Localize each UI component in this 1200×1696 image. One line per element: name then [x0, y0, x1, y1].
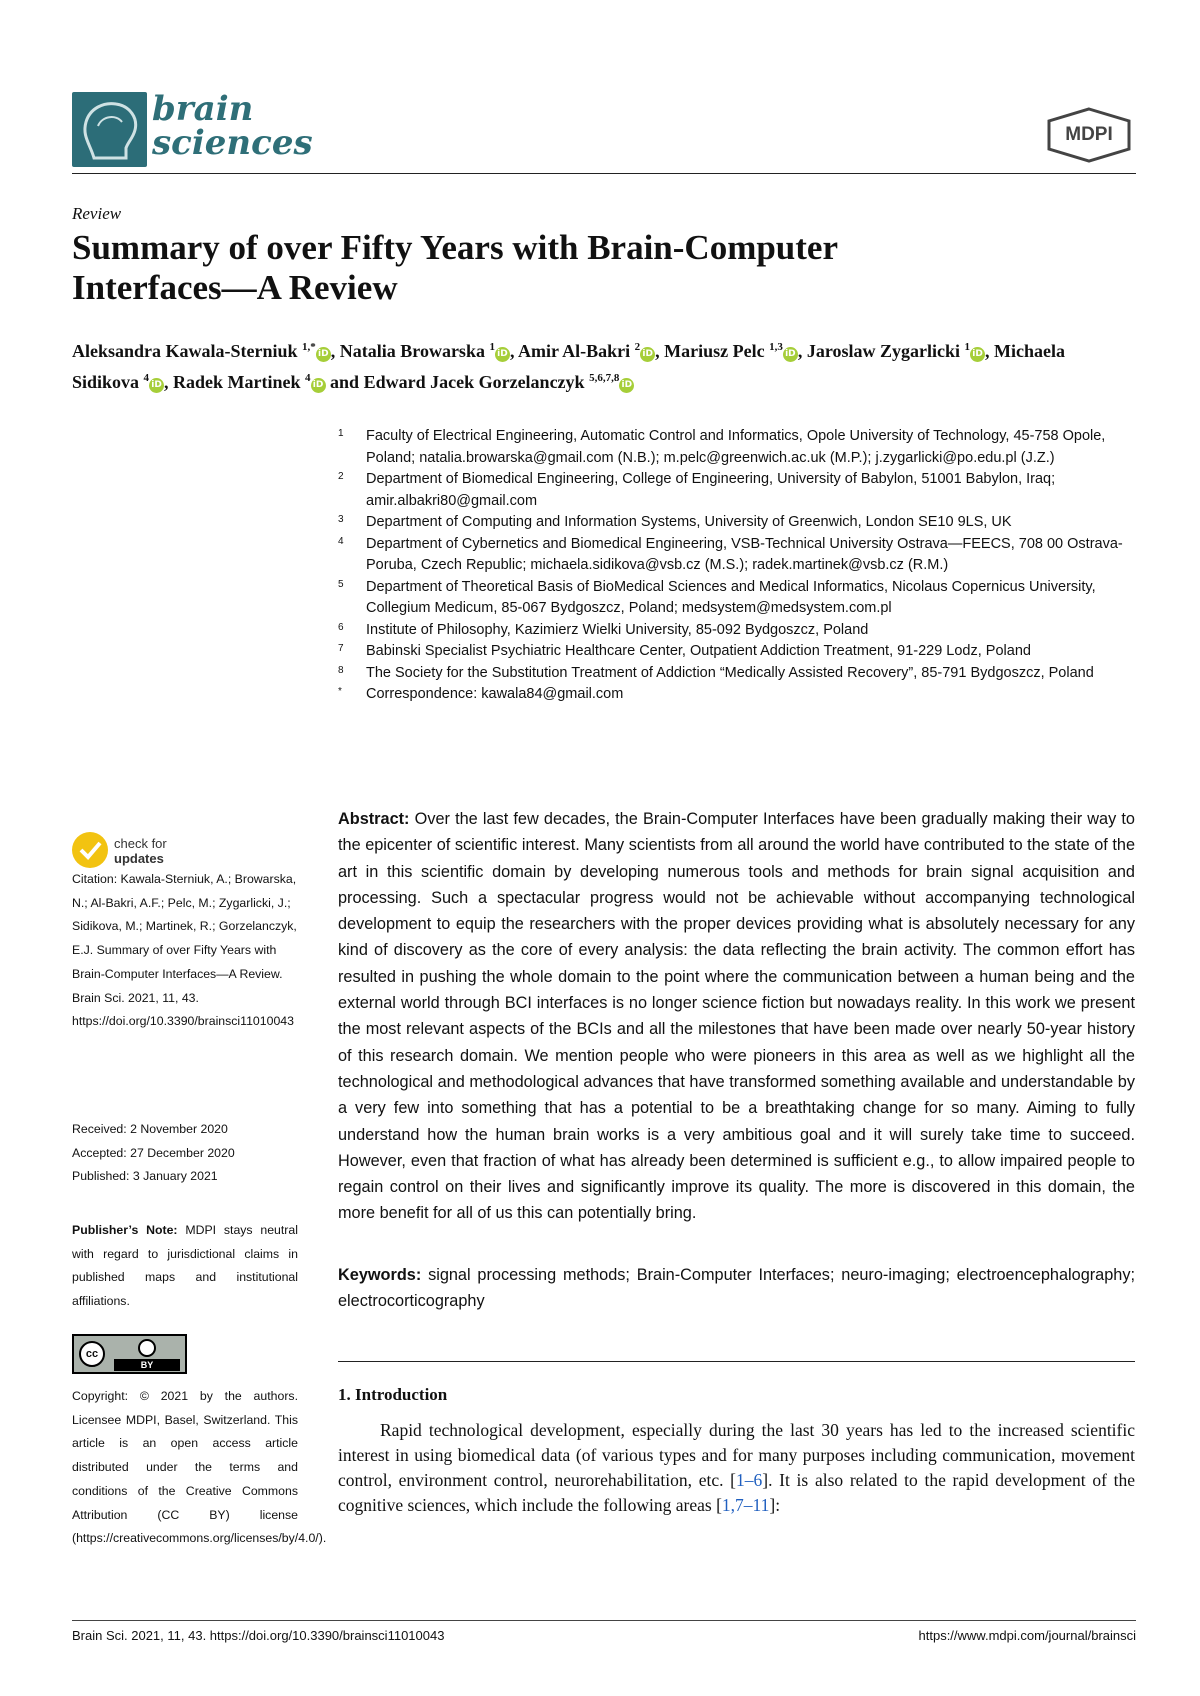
published-date: Published: 3 January 2021 [72, 1169, 218, 1184]
affiliation-item [338, 663, 1138, 685]
abstract-label: Abstract: [338, 810, 410, 828]
affiliation-item [338, 534, 1138, 577]
author-name: Amir Al-Bakri [517, 341, 631, 361]
attribution-person-icon [138, 1339, 156, 1357]
orcid-icon[interactable]: iD [970, 347, 985, 362]
orcid-icon[interactable]: iD [316, 347, 331, 362]
received-date: Received: 2 November 2020 [72, 1122, 228, 1136]
affiliation-number: 4 [338, 535, 344, 547]
affiliation-item [338, 641, 1138, 663]
author-name: Jaroslaw Zygarlicki [806, 341, 961, 361]
author-affiliation-marker: 1 [489, 341, 495, 353]
affiliation-item [338, 684, 1138, 706]
footer-divider [72, 1620, 1136, 1621]
author-name: Aleksandra Kawala-Sterniuk [72, 341, 298, 361]
affiliation-item [338, 577, 1138, 620]
publication-dates [72, 1118, 298, 1189]
affiliation-number: 8 [338, 664, 344, 676]
affiliation-text: Department of Computing and Information Systems, University of Greenwich, London SE10 9LS, UK [366, 514, 1012, 530]
affiliation-number: * [338, 686, 342, 697]
orcid-icon[interactable]: iD [783, 347, 798, 362]
citation-link[interactable]: 1–6 [736, 1470, 763, 1490]
affiliation-number: 7 [338, 643, 344, 654]
footer-citation: Brain Sci. 2021, 11, 43. https://doi.org/10.3390/brainsci11010043 [72, 1628, 445, 1643]
keywords-label: Keywords: [338, 1266, 422, 1284]
author-affiliation-marker: 4 [143, 372, 150, 384]
orcid-icon[interactable]: iD [311, 378, 326, 393]
check-label-line2: updates [114, 851, 164, 866]
affiliation-number: 6 [338, 621, 344, 633]
section-heading-introduction: 1. Introduction [338, 1385, 448, 1404]
accepted-date: Accepted: 27 December 2020 [72, 1145, 235, 1160]
publishers-note-label: Publisher’s Note: [72, 1223, 178, 1237]
affiliation-text: Correspondence: kawala84@gmail.com [366, 686, 624, 702]
author-name: Natalia Browarska [339, 341, 485, 361]
page-title: Summary of over Fifty Years with Brain-Computer Interfaces—A Review [72, 228, 838, 307]
intro-text-3: ]: [769, 1495, 781, 1515]
author-affiliation-marker: 2 [634, 341, 641, 353]
orcid-icon[interactable]: iD [640, 347, 655, 362]
affiliation-text: Department of Biomedical Engineering, College of Engineering, University of Babylon, 51001 Babylon, Iraq; amir.albakri80@gmail.com [366, 471, 1056, 509]
affiliation-number: 3 [338, 514, 344, 525]
citation-text: Citation: Kawala-Sterniuk, A.; Browarska, N.; Al-Bakri, A.F.; Pelc, M.; Zygarlicki, J.; Sidikova, M.; Martinek, R.; Gorzelanczyk, E.J. Summary of over Fifty Years with Brain-Computer Interfaces—A Review. Brain Sci. 2021, 11, 43. https://doi.org/10.3390/brainsci11010043 [72, 872, 297, 1029]
author-name: Edward Jacek Gorzelanczyk [363, 372, 585, 392]
check-for-updates-button[interactable] [72, 832, 192, 872]
publishers-note-text: MDPI stays neutral with regard to jurisdictional claims in published maps and institutional affiliations. [72, 1223, 298, 1309]
journal-name-line2: sciences [152, 123, 313, 163]
check-for-updates-label [114, 836, 167, 866]
affiliation-number: 1 [338, 428, 344, 439]
mdpi-logo-text: MDPI [1065, 124, 1113, 145]
author-name: Michaela Sidikova [72, 341, 1066, 392]
affiliation-text: Institute of Philosophy, Kazimierz Wielki University, 85-092 Bydgoszcz, Poland [366, 621, 869, 638]
affiliation-number: 2 [338, 471, 344, 482]
abstract-text: Over the last few decades, the Brain-Computer Interfaces have been gradually making their way to the epicenter of scientific interest. Many scientists from all around the world have contributed to the state of the art in this scientific domain by developing numerous tools and methods for brain signal acquisition and processing. Such a spectacular progress would not be achievable without accompanying technological development to equip the researchers with the proper devices providing what is absolutely necessary for any kind of discovery as the core of every analysis: the data reflecting the brain activity. The common effort has resulted in pushing the whole domain to the point where the communication between a human being and the external world through BCI interfaces is no longer science fiction but nowadays reality. In this work we present the most relevant aspects of the BCIs and all the milestones that have been made over nearly 50-year history of this research domain. We mention people who were pioneers in this area as well as we highlight all the technological and methodological advances that have transformed something available and understandable by a very few into something that has a potential to be a breathtaking change for so many. Aiming to fully understand how the human brain works is a very ambitious goal and it will surely take time to succeed. However, even that fraction of what has already been determined is sufficient e.g., to allow impaired people to regain control on their lives and significantly improve its quality. The more is discovered in this domain, the more benefit for all of us this can potentially bring. [338, 810, 1135, 1223]
author-name: Mariusz Pelc [664, 341, 765, 361]
intro-text-2: ]. It is also related to the rapid development of the cognitive sciences, which include the following areas [ [338, 1470, 1135, 1515]
abstract [338, 806, 1135, 1227]
intro-paragraph [338, 1418, 1135, 1518]
journal-name-line1: brain [152, 89, 254, 129]
author-name: Radek Martinek [173, 372, 301, 392]
copyright-notice: Copyright: © 2021 by the authors. Licensee MDPI, Basel, Switzerland. This article is an open access article distributed under the terms and conditions of the Creative Commons Attribution (CC BY) license (https://creativecommons.org/licenses/by/4.0/). [72, 1389, 327, 1546]
author-affiliation-marker: 1,* [302, 341, 316, 353]
affiliation-text: The Society for the Substitution Treatment of Addiction “Medically Assisted Recovery”, 85-791 Bydgoszcz, Poland [366, 664, 1094, 681]
cc-by-license-badge[interactable] [72, 1334, 187, 1374]
citation-link[interactable]: 1,7–11 [721, 1495, 770, 1515]
affiliation-text: Department of Theoretical Basis of BioMedical Sciences and Medical Informatics, Nicolaus Copernicus University, Collegium Medicum, 85-067 Bydgoszcz, Poland; medsystem@medsystem.com.pl [366, 578, 1096, 616]
journal-name [152, 89, 313, 163]
orcid-icon[interactable]: iD [149, 378, 164, 393]
affiliation-text: Babinski Specialist Psychiatric Healthcare Center, Outpatient Addiction Treatment, 91-229 Lodz, Poland [366, 643, 1031, 659]
journal-logo-icon [72, 92, 147, 167]
orcid-icon[interactable]: iD [495, 347, 510, 362]
header-divider [72, 173, 1136, 174]
author-list: Aleksandra Kawala-Sterniuk $^{1,*}$iD , Natalia Browarska $^1$iD , Amir Al-Bakri $^2$iD , Mariusz Pelc $^{1,3}$iD , Jaroslaw Zygarlicki $^1$iD , Michaela Sidikova $^4$iD , Radek Martinek $^4$iD and Edward Jacek Gorzelanczyk $^{5,6,7,8}$iD [72, 341, 1066, 392]
check-label-line1: check for [114, 836, 167, 851]
affiliation-item [338, 426, 1138, 469]
section-divider [338, 1361, 1135, 1362]
publishers-note [72, 1219, 298, 1314]
author-and: and [330, 372, 360, 392]
orcid-icon[interactable]: iD [619, 378, 634, 393]
cc-by-label: BY [114, 1359, 180, 1371]
author-affiliation-marker: 5,6,7,8 [589, 372, 620, 384]
cc-icon: cc [79, 1341, 105, 1367]
mdpi-logo [1045, 107, 1133, 163]
affiliation-list [338, 426, 1138, 706]
author-affiliation-marker: 4 [305, 372, 311, 384]
affiliation-item [338, 620, 1138, 642]
checkmark-icon [72, 832, 108, 868]
affiliation-number: 5 [338, 578, 344, 590]
author-affiliation-marker: 1,3 [769, 341, 783, 353]
article-type: Review [72, 204, 122, 223]
affiliation-item [338, 512, 1138, 534]
author-affiliation-marker: 1 [964, 341, 971, 353]
affiliation-item [338, 469, 1138, 512]
intro-text-1: Rapid technological development, especially during the last 30 years has led to the increased scientific interest in using biomedical data (of various types and for many purposes including communication, movement control, environment control, neurorehabilitation, etc. [ [338, 1420, 1135, 1490]
keywords-text: signal processing methods; Brain-Computer Interfaces; neuro-imaging; electroencephalography; electrocorticography [338, 1266, 1135, 1311]
keywords [338, 1262, 1135, 1315]
footer-journal-url[interactable]: https://www.mdpi.com/journal/brainsci [918, 1628, 1136, 1643]
affiliation-text: Department of Cybernetics and Biomedical Engineering, VSB-Technical University Ostrava—FEECS, 708 00 Ostrava-Poruba, Czech Republic; michaela.sidikova@vsb.cz (M.S.); radek.martinek@vsb.cz (R.M.) [366, 535, 1123, 573]
affiliation-text: Faculty of Electrical Engineering, Automatic Control and Informatics, Opole University of Technology, 45-758 Opole, Poland; natalia.browarska@gmail.com (N.B.); m.pelc@greenwich.ac.uk (M.P.); j.zygarlicki@po.edu.pl (J.Z.) [366, 428, 1106, 466]
